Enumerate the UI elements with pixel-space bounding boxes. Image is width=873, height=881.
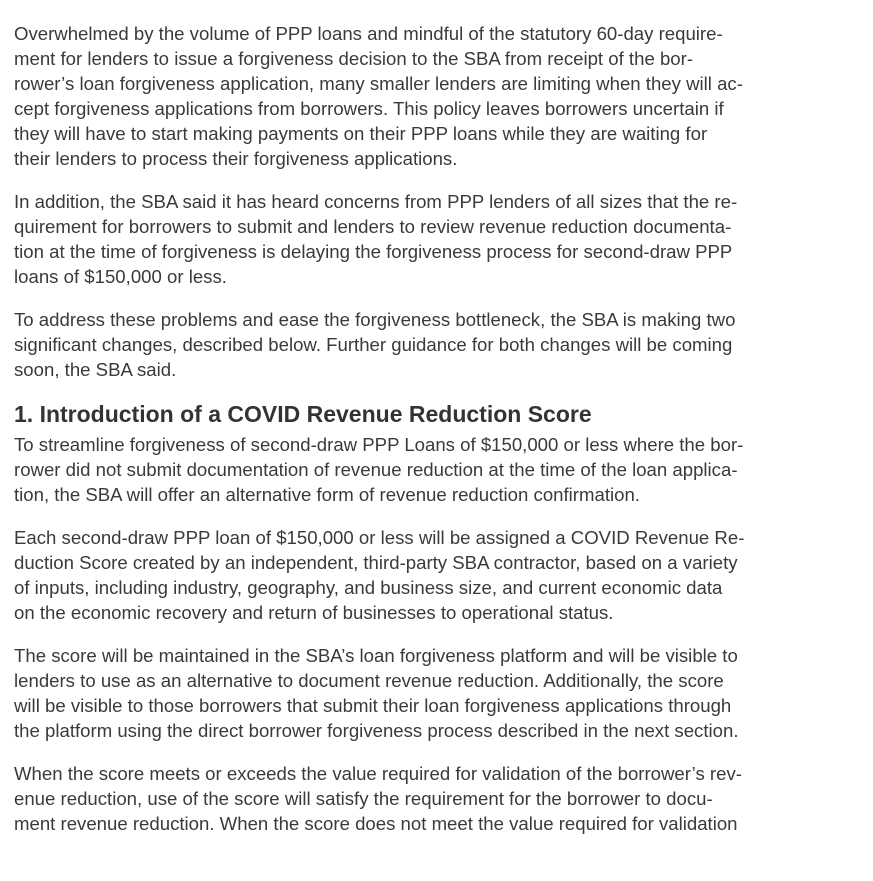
text-line: ment revenue reduction. When the score does not meet the value required for validation <box>14 813 738 834</box>
text-line: Each second-draw PPP loan of $150,000 or less will be assigned a COVID Revenue Re- <box>14 527 745 548</box>
paragraph-section-3 <box>14 643 859 743</box>
text-line: tion at the time of forgiveness is delaying the forgiveness process for second-draw PPP <box>14 241 733 262</box>
text-line: of inputs, including industry, geography, and business size, and current economic data <box>14 577 723 598</box>
text-line: To address these problems and ease the forgiveness bottleneck, the SBA is making two <box>14 309 736 330</box>
text-line: To streamline forgiveness of second-draw PPP Loans of $150,000 or less where the bor- <box>14 434 744 455</box>
text-line: they will have to start making payments on their PPP loans while they are waiting for <box>14 123 708 144</box>
paragraph-intro-2 <box>14 189 859 289</box>
text-line: When the score meets or exceeds the value required for validation of the borrower’s rev- <box>14 763 742 784</box>
text-line: duction Score created by an independent, third-party SBA contractor, based on a variety <box>14 552 738 573</box>
text-line: lenders to use as an alternative to document revenue reduction. Additionally, the score <box>14 670 724 691</box>
text-line: rower’s loan forgiveness application, many smaller lenders are limiting when they will ac- <box>14 73 743 94</box>
text-line: on the economic recovery and return of businesses to operational status. <box>14 602 614 623</box>
paragraph-intro-3 <box>14 307 859 382</box>
text-line: significant changes, described below. Further guidance for both changes will be coming <box>14 334 733 355</box>
paragraph-section-4 <box>14 761 859 836</box>
text-line: In addition, the SBA said it has heard concerns from PPP lenders of all sizes that the re- <box>14 191 738 212</box>
text-line: tion, the SBA will offer an alternative form of revenue reduction confirmation. <box>14 484 640 505</box>
text-line: loans of $150,000 or less. <box>14 266 227 287</box>
text-line: their lenders to process their forgiveness applications. <box>14 148 458 169</box>
paragraph-section-1 <box>14 432 859 507</box>
text-line: ment for lenders to issue a forgiveness decision to the SBA from receipt of the bor- <box>14 48 694 69</box>
text-line: The score will be maintained in the SBA’s loan forgiveness platform and will be visible to <box>14 645 738 666</box>
text-line: rower did not submit documentation of revenue reduction at the time of the loan applica- <box>14 459 738 480</box>
text-line: quirement for borrowers to submit and lenders to review revenue reduction documenta- <box>14 216 732 237</box>
text-line: the platform using the direct borrower forgiveness process described in the next section. <box>14 720 739 741</box>
text-line: Overwhelmed by the volume of PPP loans and mindful of the statutory 60-day require- <box>14 23 723 44</box>
text-line: soon, the SBA said. <box>14 359 177 380</box>
text-line: will be visible to those borrowers that submit their loan forgiveness applications through <box>14 695 732 716</box>
text-line: enue reduction, use of the score will satisfy the requirement for the borrower to docu- <box>14 788 713 809</box>
section-heading: 1. Introduction of a COVID Revenue Reduction Score <box>14 401 592 427</box>
text-line: cept forgiveness applications from borrowers. This policy leaves borrowers uncertain if <box>14 98 724 119</box>
paragraph-section-2 <box>14 525 859 625</box>
paragraph-intro-1 <box>14 21 859 171</box>
